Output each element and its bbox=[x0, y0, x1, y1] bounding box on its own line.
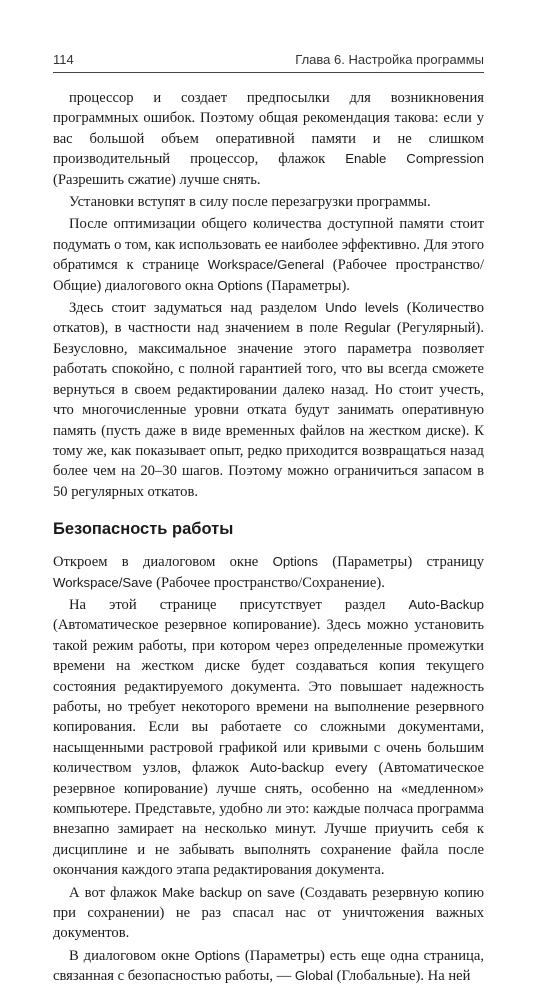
text-run: После оптимизации общего количества доступной памяти стоит подумать о том, как использовать ее наиболее эффективно. Для этого обратимся к странице bbox=[53, 216, 484, 274]
ui-term: Workspace/General bbox=[207, 257, 325, 273]
text-run: (Регулярный). Безусловно, максимальное значение этого параметра позволяет работать спокойно, с полной гарантией того, что вы всегда сможете вернуться в своем редактировании далеко назад. Но стоит учесть, что многочисленные уровни отката будут занимать оперативную память (пусть даже в виде временных файлов на жестком диске). К тому же, как показывает опыт, редко приходится возвращаться назад более чем на 20–30 шагов. Поэтому можно ограничиться запасом в 50 регулярных откатов. bbox=[53, 320, 485, 500]
text-run: (Количество откатов), в частности над значением в поле bbox=[53, 300, 484, 337]
ui-term: Global bbox=[294, 968, 334, 984]
section-heading: Безопасность работы bbox=[53, 520, 234, 539]
paragraph bbox=[53, 552, 484, 593]
paragraph bbox=[53, 214, 484, 296]
running-header bbox=[53, 52, 484, 72]
paragraph bbox=[53, 883, 484, 944]
body-text bbox=[53, 88, 484, 989]
paragraphs-before-heading bbox=[53, 88, 484, 502]
paragraph bbox=[53, 946, 484, 987]
chapter-title: Глава 6. Настройка программы bbox=[295, 52, 484, 67]
ui-term: Undo levels bbox=[325, 300, 399, 316]
text-run: Здесь стоит задуматься над разделом bbox=[69, 300, 326, 317]
text-run: (Автоматическое резервное копирование) лучше снять, особенно на «медленном» компьютере. Представьте, удобно ли это: каждые полчаса программа внезапно замирает на несколько минут. Лучше приучить себя к дисциплине и не забывать выполнять сохранение файла после окончания каждого этапа редактирования документа. bbox=[53, 760, 484, 879]
paragraph bbox=[53, 298, 484, 502]
ui-term: Make backup on save bbox=[162, 884, 295, 900]
ui-term: Enable Compression bbox=[345, 151, 484, 167]
text-run: (Рабочее пространство/Сохранение). bbox=[152, 574, 385, 591]
header-rule bbox=[53, 72, 484, 73]
text-run: А вот флажок bbox=[69, 884, 163, 901]
text-run: процессор и создает предпосылки для возникновения программных ошибок. Поэтому общая рекомендация такова: если у вас большой объем оперативной памяти и не слишком производительный процессор, флажок bbox=[53, 90, 484, 168]
text-run: (Параметры). bbox=[262, 277, 350, 294]
text-run: Откроем в диалоговом окне bbox=[53, 554, 273, 571]
paragraph bbox=[53, 595, 484, 881]
ui-term: Workspace/Save bbox=[53, 574, 153, 590]
ui-term: Options bbox=[272, 554, 319, 570]
ui-term: Regular bbox=[344, 320, 391, 336]
text-run: (Разрешить сжатие) лучше снять. bbox=[53, 171, 261, 188]
text-run: (Рабочее пространство/Общие) диалогового окна bbox=[53, 257, 485, 294]
page-number: 114 bbox=[53, 52, 74, 67]
text-run: (Глобальные). На ней bbox=[333, 968, 471, 985]
paragraphs-after-heading bbox=[53, 552, 484, 987]
text-run: (Параметры) страницу bbox=[318, 554, 484, 571]
text-run: На этой странице присутствует раздел bbox=[69, 596, 409, 613]
paragraph bbox=[53, 192, 484, 212]
paragraph bbox=[53, 88, 484, 190]
ui-term: Auto-Backup bbox=[408, 596, 484, 612]
text-run: Установки вступят в силу после перезагрузки программы. bbox=[69, 194, 431, 211]
ui-term: Auto-backup every bbox=[250, 760, 368, 776]
text-run: (Автоматическое резервное копирование). Здесь можно установить такой режим работы, при котором через определенные промежутки времени на жестком диске будет создаваться копия текущего состояния редактируемого документа. Это повышает надежность работы, но требует некоторого времени на выполнение резервного копирования. Если вы работаете со сложными документами, насыщенными растровой графикой или кривыми с очень большим количеством узлов, флажок bbox=[53, 617, 484, 777]
text-run: В диалоговом окне bbox=[69, 947, 195, 964]
ui-term: Options bbox=[217, 277, 263, 293]
text-run: (Создавать резервную копию при сохранении) не раз спасал нас от уничтожения важных документов. bbox=[53, 884, 485, 942]
text-run: (Параметры) есть еще одна страница, связанная с безопасностью работы, — bbox=[53, 947, 484, 985]
ui-term: Options bbox=[194, 947, 241, 963]
